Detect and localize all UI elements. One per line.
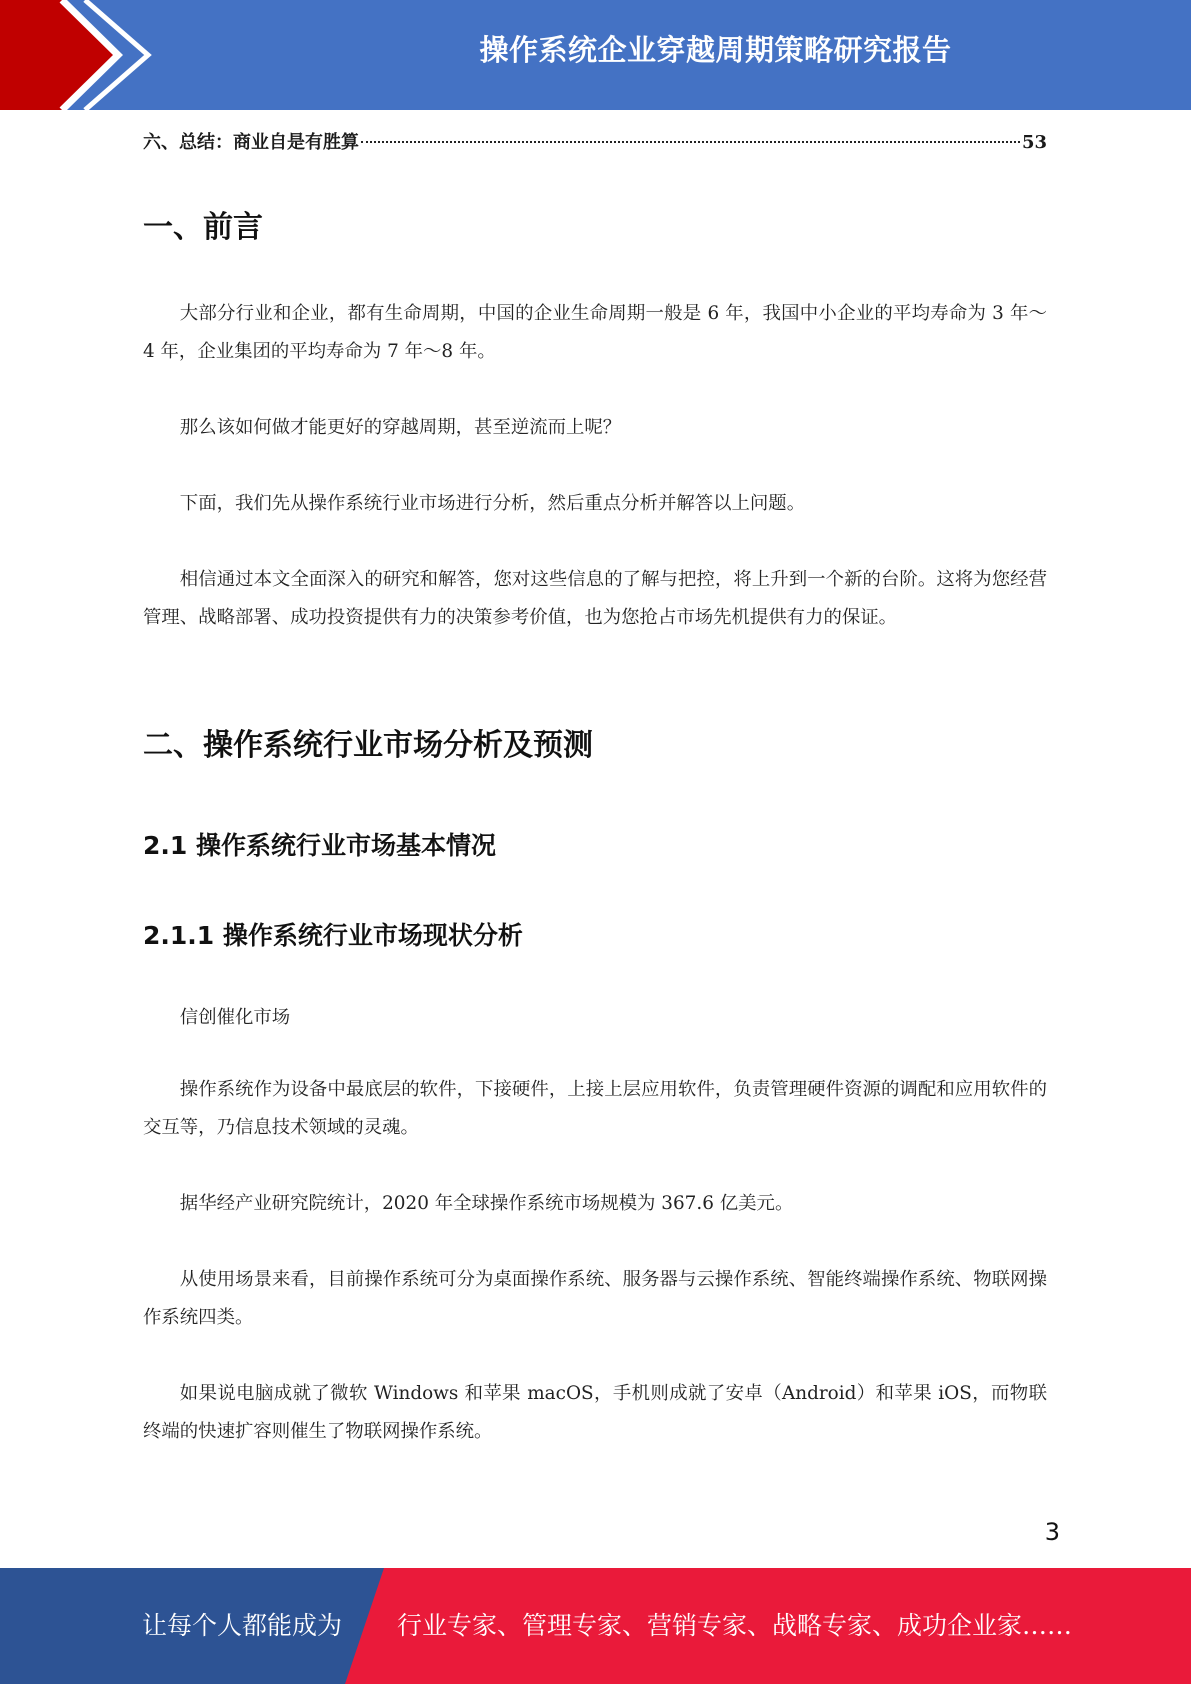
toc-entry-page: 53 — [1021, 132, 1047, 153]
page-number: 3 — [1044, 1518, 1060, 1546]
section-heading-market-analysis: 二、操作系统行业市场分析及预测 — [143, 728, 593, 763]
subsection-heading-2-1: 2.1 操作系统行业市场基本情况 — [143, 831, 496, 860]
paragraph: 据华经产业研究院统计，2020 年全球操作系统市场规模为 367.6 亿美元。 — [179, 1193, 794, 1214]
footer-slogan-right: 行业专家、管理专家、营销专家、战略专家、成功企业家…… — [397, 1611, 1073, 1640]
header-red-chevron-decoration — [0, 0, 160, 110]
paragraph: 操作系统作为设备中最底层的软件，下接硬件，上接上层应用软件，负责管理硬件资源的调配和应用软件的交互等，乃信息技术领域的灵魂。 — [143, 1079, 1047, 1138]
subsection-heading-2-1-1: 2.1.1 操作系统行业市场现状分析 — [143, 921, 523, 950]
header-banner — [0, 0, 1191, 110]
footer-banner — [0, 1568, 1191, 1684]
footer-slogan-left: 让每个人都能成为 — [142, 1611, 343, 1640]
paragraph: 从使用场景来看，目前操作系统可分为桌面操作系统、服务器与云操作系统、智能终端操作系统、物联网操作系统四类。 — [143, 1269, 1047, 1328]
paragraph: 如果说电脑成就了微软 Windows 和苹果 macOS，手机则成就了安卓（Android）和苹果 iOS，而物联终端的快速扩容则催生了物联网操作系统。 — [143, 1383, 1047, 1442]
toc-entry-label: 六、总结：商业自是有胜算 — [143, 132, 359, 153]
paragraph: 大部分行业和企业，都有生命周期，中国的企业生命周期一般是 6 年，我国中小企业的平均寿命为 3 年～4 年，企业集团的平均寿命为 7 年～8 年。 — [143, 303, 1047, 362]
report-title: 操作系统企业穿越周期策略研究报告 — [479, 33, 952, 67]
toc-leader-dots — [361, 141, 1020, 143]
paragraph: 下面，我们先从操作系统行业市场进行分析，然后重点分析并解答以上问题。 — [179, 493, 806, 514]
paragraph: 那么该如何做才能更好的穿越周期，甚至逆流而上呢？ — [179, 417, 622, 438]
paragraph: 信创催化市场 — [179, 1007, 291, 1028]
paragraph: 相信通过本文全面深入的研究和解答，您对这些信息的了解与把控，将上升到一个新的台阶。这将为您经营管理、战略部署、成功投资提供有力的决策参考价值，也为您抢占市场先机提供有力的保证。 — [143, 569, 1047, 628]
section-heading-preface: 一、前言 — [143, 210, 263, 245]
toc-entry[interactable] — [143, 128, 1047, 160]
